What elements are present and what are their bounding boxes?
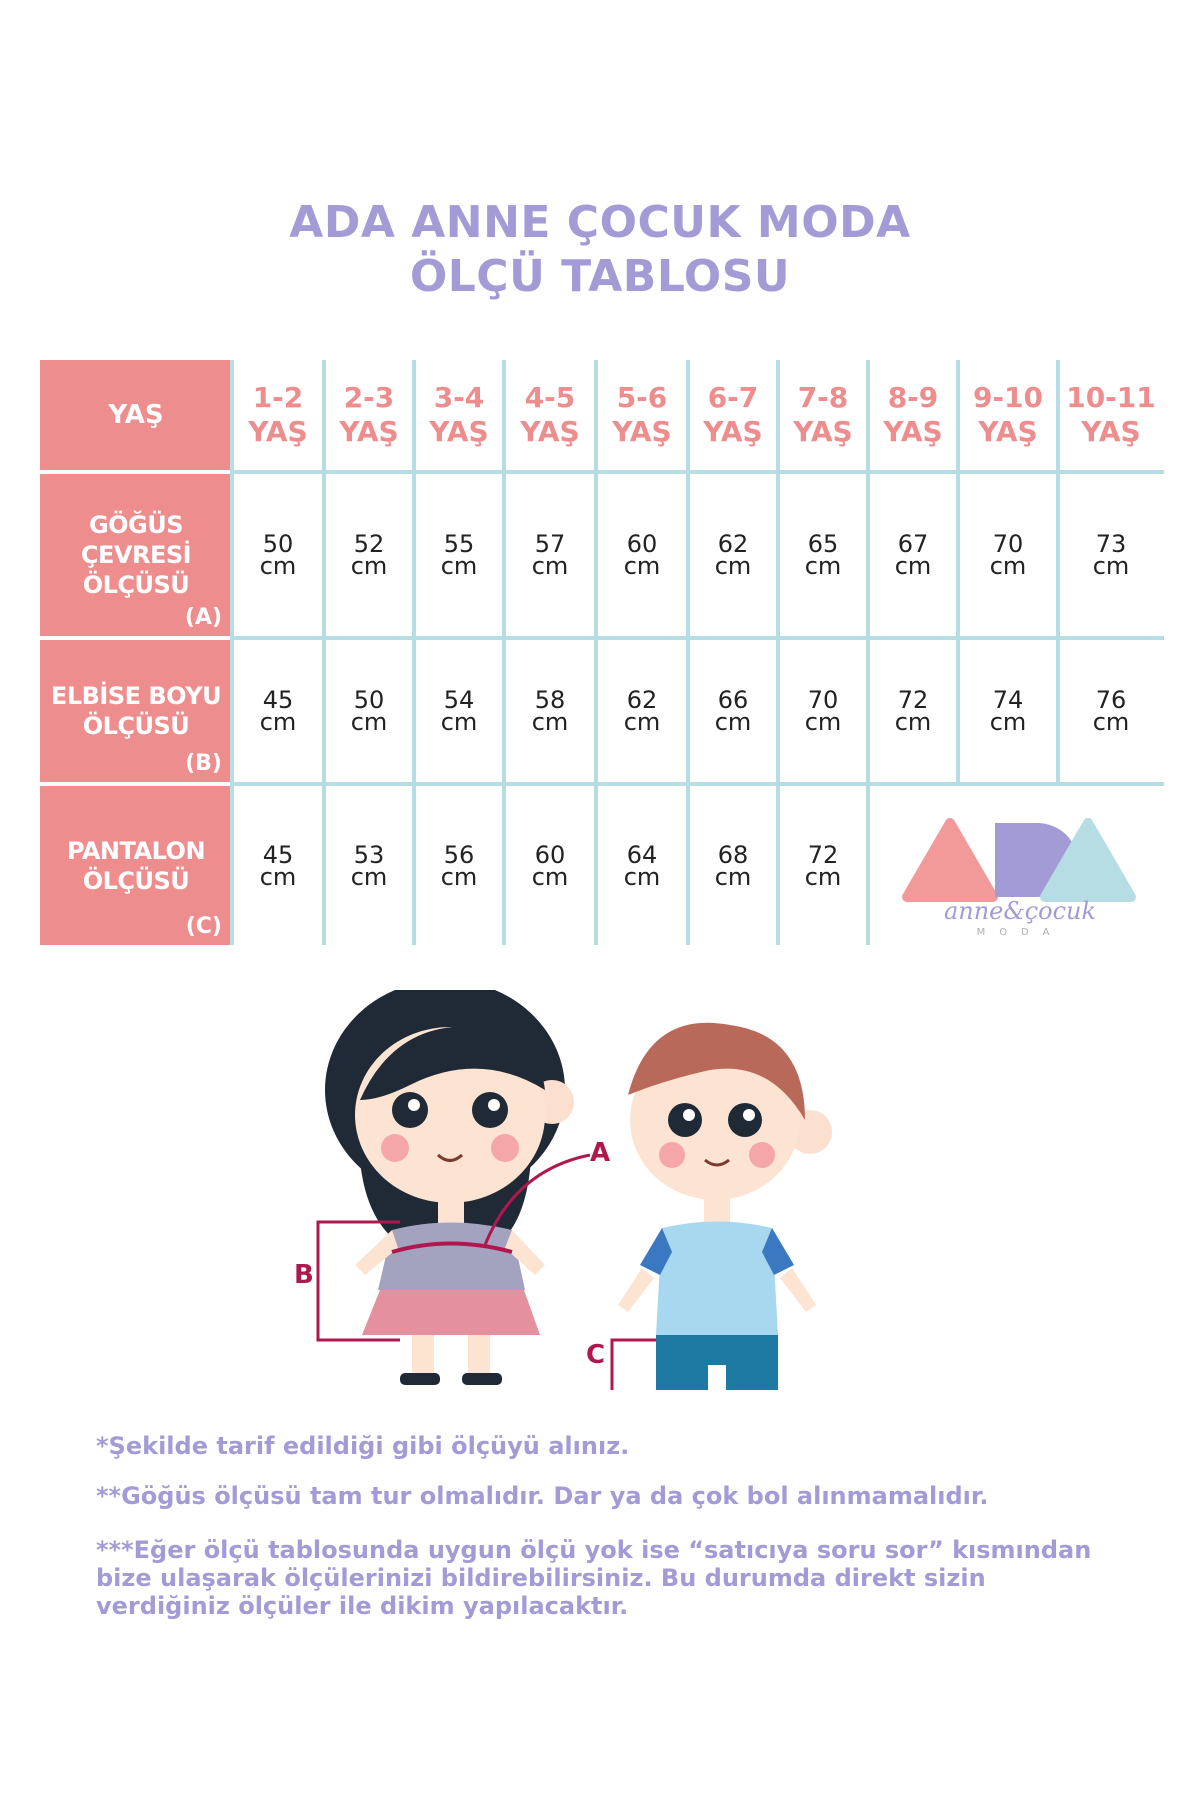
cell-value: 57 <box>534 530 566 558</box>
age-range: 4-5 <box>524 381 576 414</box>
measurement-illustration <box>294 990 940 1390</box>
cell-value: 62 <box>626 686 658 714</box>
table-cell <box>232 640 324 782</box>
cell-unit: cm <box>350 552 388 580</box>
age-range: 3-4 <box>433 381 485 414</box>
cell-unit: cm <box>1092 552 1130 580</box>
age-header <box>958 360 1058 470</box>
row-label-text <box>81 510 191 600</box>
table-cell <box>324 474 414 636</box>
cell-value: 52 <box>353 530 385 558</box>
page-title-line2: ÖLÇÜ TABLOSU <box>409 251 791 302</box>
age-unit: YAŞ <box>883 415 943 448</box>
cell-unit: cm <box>259 552 297 580</box>
brand-logo <box>895 815 1145 945</box>
cell-unit: cm <box>259 708 297 736</box>
cell-value: 50 <box>262 530 294 558</box>
table-cell <box>778 640 868 782</box>
cell-unit: cm <box>350 708 388 736</box>
note-1: *Şekilde tarif edildiği gibi ölçüyü alınız. <box>96 1432 630 1460</box>
boy-figure <box>612 1023 832 1390</box>
cell-unit: cm <box>989 708 1027 736</box>
cell-value: 58 <box>534 686 566 714</box>
table-cell <box>1058 474 1164 636</box>
cell-unit: cm <box>714 862 752 891</box>
cell-unit: cm <box>804 552 842 580</box>
table-cell <box>596 474 688 636</box>
age-unit: YAŞ <box>248 415 308 448</box>
row-label-cell <box>40 474 232 636</box>
cell-value: 74 <box>992 686 1024 714</box>
cell-unit: cm <box>623 862 661 891</box>
note-3: ***Eğer ölçü tablosunda uygun ölçü yok ise “satıcıya soru sor” kısmından bize ulaşarak ölçülerinizi bildirebilirsiniz. Bu durumda direkt sizin verdiğiniz ölçüler ile dikim yapılacaktır. <box>96 1536 1092 1620</box>
cell-value: 72 <box>807 840 839 869</box>
grid-hline <box>232 470 1164 474</box>
cell-unit: cm <box>989 552 1027 580</box>
note-2: **Göğüs ölçüsü tam tur olmalıdır. Dar ya da çok bol alınmamalıdır. <box>96 1482 989 1510</box>
cell-unit: cm <box>714 552 752 580</box>
age-unit: YAŞ <box>520 415 580 448</box>
grid-hline <box>232 782 1164 786</box>
cell-unit: cm <box>259 862 297 891</box>
table-cell <box>688 640 778 782</box>
table-cell <box>778 786 868 945</box>
cell-unit: cm <box>623 708 661 736</box>
age-range: 8-9 <box>887 381 939 414</box>
table-cell <box>958 640 1058 782</box>
age-header <box>504 360 596 470</box>
girl-figure <box>318 990 590 1385</box>
cell-value: 62 <box>717 530 749 558</box>
grid-vline <box>686 360 690 945</box>
table-cell <box>868 640 958 782</box>
cell-unit: cm <box>440 708 478 736</box>
table-cell <box>324 786 414 945</box>
page-title-line1: ADA ANNE ÇOCUK MODA <box>289 197 911 248</box>
age-header <box>1058 360 1164 470</box>
cell-value: 67 <box>897 530 929 558</box>
row-label-cell <box>40 786 232 945</box>
age-range: 1-2 <box>252 381 304 414</box>
cell-value: 53 <box>353 840 385 869</box>
age-unit: YAŞ <box>429 415 489 448</box>
table-cell <box>596 786 688 945</box>
cell-value: 60 <box>626 530 658 558</box>
age-unit: YAŞ <box>793 415 853 448</box>
cell-value: 60 <box>534 840 566 869</box>
grid-vline <box>1056 360 1060 782</box>
row-label-line: GÖĞÜS <box>88 511 184 539</box>
measure-c-label: C <box>586 1340 606 1370</box>
table-cell <box>414 640 504 782</box>
row-label-text <box>51 681 221 741</box>
grid-vline <box>956 360 960 782</box>
cell-unit: cm <box>623 552 661 580</box>
cell-unit: cm <box>440 552 478 580</box>
age-unit: YAŞ <box>703 415 763 448</box>
grid-vline <box>866 360 870 945</box>
age-unit: YAŞ <box>339 415 399 448</box>
cell-value: 66 <box>717 686 749 714</box>
table-cell <box>688 474 778 636</box>
age-range: 9-10 <box>972 381 1044 414</box>
cell-value: 55 <box>443 530 475 558</box>
cell-unit: cm <box>531 708 569 736</box>
table-cell <box>868 474 958 636</box>
logo-script-text: anne&çocuk <box>943 897 1097 925</box>
grid-vline <box>776 360 780 945</box>
cell-unit: cm <box>350 862 388 891</box>
table-cell <box>504 474 596 636</box>
row-label-line: ÖLÇÜSÜ <box>82 866 190 895</box>
cell-value: 70 <box>992 530 1024 558</box>
age-unit: YAŞ <box>612 415 672 448</box>
table-cell <box>958 474 1058 636</box>
row-label-line: ÖLÇÜSÜ <box>82 712 190 740</box>
table-cell <box>504 640 596 782</box>
row-tag: (A) <box>184 605 222 630</box>
cell-unit: cm <box>1092 708 1130 736</box>
cell-unit: cm <box>531 552 569 580</box>
age-header <box>688 360 778 470</box>
table-cell <box>414 786 504 945</box>
table-cell <box>688 786 778 945</box>
header-label-cell <box>40 360 232 470</box>
age-range: 2-3 <box>343 381 395 414</box>
age-range: 6-7 <box>707 381 759 414</box>
table-cell <box>232 474 324 636</box>
cell-value: 50 <box>353 686 385 714</box>
cell-unit: cm <box>714 708 752 736</box>
row-label-line: ELBİSE BOYU <box>50 682 222 710</box>
cell-value: 76 <box>1095 686 1127 714</box>
cell-unit: cm <box>531 862 569 891</box>
cell-value: 73 <box>1095 530 1127 558</box>
age-header <box>324 360 414 470</box>
grid-vline <box>594 360 598 945</box>
cell-unit: cm <box>440 862 478 891</box>
cell-value: 72 <box>897 686 929 714</box>
cell-value: 68 <box>717 840 749 869</box>
cell-value: 65 <box>807 530 839 558</box>
cell-value: 64 <box>626 840 658 869</box>
row-label-line: ÇEVRESİ <box>80 541 192 569</box>
table-cell <box>414 474 504 636</box>
age-range: 5-6 <box>616 381 668 414</box>
cell-value: 45 <box>262 686 294 714</box>
cell-value: 54 <box>443 686 475 714</box>
row-label-cell <box>40 640 232 782</box>
table-cell <box>596 640 688 782</box>
cell-unit: cm <box>804 708 842 736</box>
grid-vline <box>322 360 326 945</box>
age-header <box>596 360 688 470</box>
cell-value: 70 <box>807 686 839 714</box>
table-cell <box>324 640 414 782</box>
age-header <box>778 360 868 470</box>
row-tag: (B) <box>185 751 222 776</box>
table-cell <box>232 786 324 945</box>
cell-unit: cm <box>804 862 842 891</box>
row-label-text <box>67 836 205 896</box>
children-figures-icon <box>300 990 940 1390</box>
table-cell <box>1058 640 1164 782</box>
age-unit: YAŞ <box>978 415 1038 448</box>
age-header <box>868 360 958 470</box>
table-cell <box>778 474 868 636</box>
grid-hline <box>232 636 1164 640</box>
row-label-line: ÖLÇÜSÜ <box>82 571 190 599</box>
grid-vline <box>412 360 416 945</box>
cell-value: 56 <box>443 840 475 869</box>
grid-vline <box>230 360 234 945</box>
cell-value: 45 <box>262 840 294 869</box>
header-label: YAŞ <box>108 400 164 430</box>
grid-vline <box>502 360 506 945</box>
measure-b-label: B <box>294 1260 314 1290</box>
age-range: 10-11 <box>1066 381 1156 414</box>
logo-sub-text: MODA <box>976 927 1064 938</box>
row-tag: (C) <box>185 914 222 939</box>
row-label-line: PANTALON <box>66 836 206 865</box>
age-header <box>232 360 324 470</box>
age-unit: YAŞ <box>1081 415 1141 448</box>
cell-unit: cm <box>894 552 932 580</box>
logo-shapes-icon <box>895 815 1145 905</box>
table-cell <box>504 786 596 945</box>
cell-unit: cm <box>894 708 932 736</box>
age-range: 7-8 <box>797 381 849 414</box>
age-header <box>414 360 504 470</box>
measure-a-label: A <box>590 1138 611 1168</box>
